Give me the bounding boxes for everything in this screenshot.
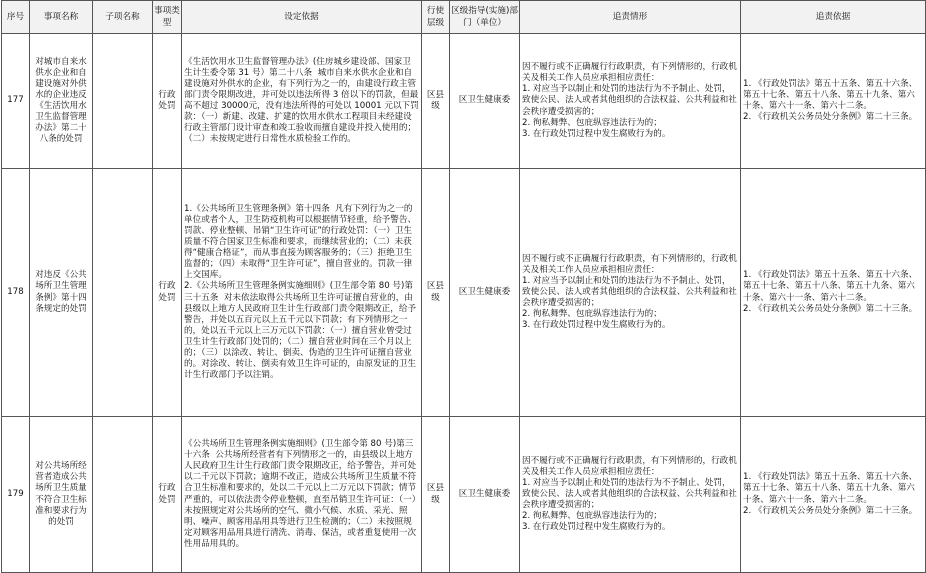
cell-dept: 区卫生健康委 [450,169,520,417]
liability-table [1,0,926,573]
cell-liability-basis: 1. 《行政处罚法》第五十五条、第五十六条、第五十七条、第五十八条、第五十九条、第六十条、第六十一条、第六十二条。 2. 《行政机关公务员处分条例》第二十三条。 [741,34,926,169]
cell-item-type: 行政处罚 [153,34,182,169]
cell-seq: 178 [2,169,30,417]
cell-liability: 因不履行或不正确履行行政职责，有下列情形的，行政机关及相关工作人员应承担相应责任： 1. 对应当予以制止和处罚的违法行为不予制止、处罚，致使公民、法人或者其他组织的合法权益、公共利益和社会秩序遭受损害的； 2. 徇私舞弊、包庇纵容违法行为的； 3. 在行政处罚过程中发生腐败行为的。 [520,169,741,417]
header-dept: 区级指导(实施)部门（单位） [450,1,520,34]
table-row [2,169,926,417]
header-seq: 序号 [2,1,30,34]
cell-dept: 区卫生健康委 [450,34,520,169]
header-level: 行使层级 [422,1,450,34]
cell-basis: 1.《公共场所卫生管理条例》第十四条 凡有下列行为之一的单位或者个人，卫生防疫机构可以根据情节轻重，给予警告、罚款、停业整顿、吊销“卫生许可证”的行政处罚：（一）卫生质量不符合国家卫生标准和要求，而继续营业的；（二）未获得“健康合格证”，而从事直接为顾客服务的；（三）拒绝卫生监督的；（四）未取得“卫生许可证”，擅自营业的。罚款一律上交国库。 2.《公共场所卫生管理条例实施细则》(卫生部令第 80 号)第三十五条 对未依法取得公共场所卫生许可证擅自营业的，由县级以上地方人民政府卫生计生行政部门责令限期改正，给予警告，并处以五百元以上五千元以下罚款；有下列情形之一的，处以五千元以上三万元以下罚款：（一）擅自营业曾受过卫生计生行政部门处罚的；（二）擅自营业时间在三个月以上的；（三）以涂改、转让、倒卖、伪造的卫生许可证擅自营业的。对涂改、转让、倒卖有效卫生许可证的，由原发证的卫生计生行政部门予以注销。 [182,169,422,417]
cell-liability: 因不履行或不正确履行行政职责，有下列情形的，行政机关及相关工作人员应承担相应责任： 1. 对应当予以制止和处罚的违法行为不予制止、处罚，致使公民、法人或者其他组织的合法权益、公共利益和社会秩序遭受损害的； 2. 徇私舞弊、包庇纵容违法行为的； 3. 在行政处罚过程中发生腐败行为的。 [520,34,741,169]
cell-liability-basis: 1. 《行政处罚法》第五十五条、第五十六条、第五十七条、第五十八条、第五十九条、第六十条、第六十一条、第六十二条。 2. 《行政机关公务员处分条例》第二十三条。 [741,417,926,573]
cell-sub-name [93,417,153,573]
cell-liability-basis: 1. 《行政处罚法》第五十五条、第五十六条、第五十七条、第五十八条、第五十九条、第六十条、第六十一条、第六十二条。 2. 《行政机关公务员处分条例》第二十三条。 [741,169,926,417]
cell-basis: 《公共场所卫生管理条例实施细则》(卫生部令第 80 号)第三十六条 公共场所经营者有下列情形之一的，由县级以上地方人民政府卫生计生行政部门责令限期改正，给予警告，并可处以二千元以下罚款；逾期不改正，造成公共场所卫生质量不符合卫生标准和要求的，处以二千元以上二万元以下罚款；情节严重的，可以依法责令停业整顿，直至吊销卫生许可证：（一）未按照规定对公共场所的空气、微小气候、水质、采光、照明、噪声、顾客用品用具等进行卫生检测的；（二）未按照规定对顾客用品用具进行清洗、消毒、保洁，或者重复使用一次性用品用具的。 [182,417,422,573]
cell-seq: 177 [2,34,30,169]
cell-item-name: 对违反《公共场所卫生管理条例》第十四条规定的处罚 [30,169,93,417]
header-item-name: 事项名称 [30,1,93,34]
cell-level: 区县级 [422,169,450,417]
header-row [2,1,926,34]
cell-item-type: 行政处罚 [153,169,182,417]
cell-level: 区县级 [422,417,450,573]
cell-item-name: 对公共场所经营者造成公共场所卫生质量不符合卫生标准和要求行为的处罚 [30,417,93,573]
table-row [2,34,926,169]
cell-item-type: 行政处罚 [153,417,182,573]
header-basis: 设定依据 [182,1,422,34]
cell-level: 区县级 [422,34,450,169]
header-sub-name: 子项名称 [93,1,153,34]
cell-dept: 区卫生健康委 [450,417,520,573]
cell-liability: 因不履行或不正确履行行政职责，有下列情形的，行政机关及相关工作人员应承担相应责任： 1. 对应当予以制止和处罚的违法行为不予制止、处罚，致使公民、法人或者其他组织的合法权益、公共利益和社会秩序遭受损害的； 2. 徇私舞弊、包庇纵容违法行为的； 3. 在行政处罚过程中发生腐败行为的。 [520,417,741,573]
header-liability: 追责情形 [520,1,741,34]
cell-sub-name [93,169,153,417]
header-item-type: 事项类型 [153,1,182,34]
cell-sub-name [93,34,153,169]
cell-item-name: 对城市自来水供水企业和自建设施对外供水的企业违反《生活饮用水卫生监督管理办法》第二十八条的处罚 [30,34,93,169]
cell-seq: 179 [2,417,30,573]
header-liability-basis: 追责依据 [741,1,926,34]
cell-basis: 《生活饮用水卫生监督管理办法》(住房城乡建设部、国家卫生计生委令第 31 号）第二十八条 城市自来水供水企业和自建设施对外供水的企业，有下列行为之一的，由建设行政主管部门责令限期改进，并可处以违法所得 3 倍以下的罚款，但最高不超过 30000元，没有违法所得的可处以 10001 元以下罚款：（一）新建、改建、扩建的饮用水供水工程项目未经建设行政主管部门设计审查和竣工验收而擅自建设并投入使用的；（二）未按规定进行日常性水质检验工作的。 [182,34,422,169]
table-row [2,417,926,573]
